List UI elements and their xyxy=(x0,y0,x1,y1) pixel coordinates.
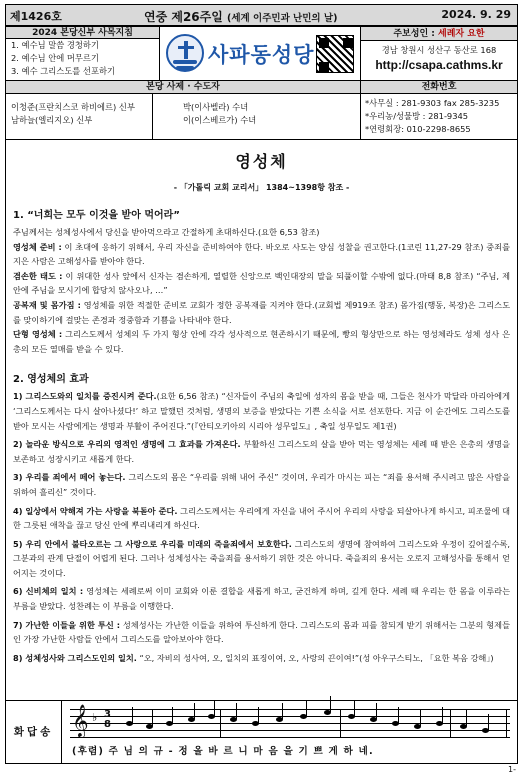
paragraph-lead: 4) 일상에서 약해져 가는 사랑을 북돋아 준다. xyxy=(13,505,178,516)
paragraph xyxy=(13,269,510,298)
sister-name: 이(이스베르가) 수녀 xyxy=(183,115,257,125)
note-stem xyxy=(132,707,133,723)
phone-entry: *사무실 : 281-9303 fax 285-3235 xyxy=(365,98,500,108)
paragraph-lead: 2) 놀라운 방식으로 우리의 영적인 생명에 그 효과를 가져온다. xyxy=(13,439,241,450)
note-stem xyxy=(488,714,489,730)
vision-item: 3. 예수 그리스도를 선포하기 xyxy=(11,66,115,76)
bar-line xyxy=(340,709,341,737)
paragraph xyxy=(13,470,510,499)
note-stem xyxy=(214,700,215,716)
note-stem xyxy=(172,707,173,723)
section-heading: 2. 영성체의 효과 xyxy=(13,374,89,386)
note-stem xyxy=(330,696,331,712)
paragraph-text: 영성체는 세례로써 이미 교회와 이룬 결합을 새롭게 하고, 굳건하게 하며, 깊게 한다. 세례 때 우리는 한 몸을 이루라는 부름을 받았다. 성찬례는 이 부름을 이행한다. xyxy=(13,586,510,612)
logo-box xyxy=(160,26,361,81)
paragraph-lead: 영성체 준비 : xyxy=(13,241,62,252)
time-signature xyxy=(104,710,111,730)
week-note: (세계 이주민과 난민의 날) xyxy=(227,13,338,24)
parish-website-link[interactable]: http://csapa.cathms.kr xyxy=(375,58,503,72)
psalm-label: 화답송 xyxy=(6,701,62,763)
parish-logo xyxy=(166,32,356,76)
psalm-lyrics: (후렴) 주 님 의 규 - 정 올 바 르 니 마 음 을 기 쁘 게 하 네. xyxy=(72,746,374,757)
vision-title: 2024 본당신부 사목지침 xyxy=(6,27,159,39)
paragraph xyxy=(13,240,510,269)
paragraph-text: (요한 6,56 참조) “신자들이 주님의 축일에 성자의 몸을 받을 때, 그들은 천사가 막달라 마리아에게 ‘그리스도께서는 다시 살아나셨다!’ 하고 말했던 것처럼, 생명의 보증을 받았다는 기쁜 소식을 서로 선포한다. 지금 이 순간에도 그리스도를 받아 모시는 사람에게는 생명과 부활이 주어진다.”(『안티오키아의 시리아 성무일도』, 축일 성무일도 제1권) xyxy=(13,391,510,431)
note-stem xyxy=(420,710,421,726)
paragraph-text: 영성체를 위한 적절한 준비로 교회가 정한 공복재를 지켜야 한다.(교회법 제919조 참조) 몸가짐(행동, 복장)은 그리스도를 맞이하기에 걸맞는 존경과 정중함과 기쁨을 나타내야 한다. xyxy=(13,299,510,325)
paragraph-lead: 공복재 및 몸가짐 : xyxy=(13,299,81,310)
paragraph-lead: 1) 그리스도와의 일치를 증진시켜 준다. xyxy=(13,391,157,402)
bar-line xyxy=(450,709,451,737)
article-subtitle: - 「가톨릭 교회 교리서」 1384~1398항 참조 - xyxy=(173,183,350,192)
music-staff xyxy=(70,704,510,739)
priest-name: 남하늘(엘리지오) 신부 xyxy=(11,115,93,125)
flat-sign-icon: ♭ xyxy=(92,711,98,724)
paragraph xyxy=(13,298,510,327)
page-number: 1- xyxy=(508,765,516,774)
paragraph-lead: 단형 영성체 : xyxy=(13,329,63,340)
paragraph-lead: 3) 우리를 죄에서 떼어 놓는다. xyxy=(13,472,126,483)
time-sig-bottom: 8 xyxy=(104,719,111,730)
note-stem xyxy=(152,710,153,726)
staff-header: 본당 사제 · 수도자 xyxy=(5,81,361,94)
bulletin-page xyxy=(5,4,518,774)
bar-line xyxy=(220,709,221,737)
liturgical-week xyxy=(144,8,337,25)
paragraph-text: 부활하신 그리스도의 살을 받아 먹는 영성체는 세례 때 받은 은총의 생명을 보존하고 성장시키고 새롭게 한다. xyxy=(13,439,510,464)
article xyxy=(5,140,518,700)
issue-number: 제1426호 xyxy=(10,10,62,23)
note-stem xyxy=(398,707,399,723)
week-title: 연중 제26주일 xyxy=(144,10,223,24)
paragraph xyxy=(13,504,510,533)
note-stem xyxy=(236,703,237,719)
treble-clef-icon: 𝄞 xyxy=(72,704,89,737)
phone-entry: *우리농/성물방 : 281-9345 xyxy=(365,111,469,121)
qr-code-icon[interactable] xyxy=(316,35,354,73)
note-stem xyxy=(282,703,283,719)
article-title: 영성체 xyxy=(235,152,288,171)
note-stem xyxy=(354,700,355,716)
sister-name: 박(이사벨라) 수녀 xyxy=(183,102,249,112)
patron-box xyxy=(361,26,518,81)
paragraph xyxy=(13,327,510,356)
paragraph xyxy=(13,437,510,466)
note-stem xyxy=(442,707,443,723)
paragraph xyxy=(13,584,510,613)
paragraph-text: 그리스도의 몸은 “우리를 위해 내어 주신” 것이며, 우리가 마시는 피는 “죄를 용서해 주시려고 많은 사람을 위하여 흘리신” 것이다. xyxy=(13,472,510,497)
note-stem xyxy=(194,703,195,719)
responsorial-psalm-box xyxy=(5,700,518,764)
parish-address: 경남 창원시 성산구 동산로 168 xyxy=(381,45,497,55)
paragraph-lead: 겸손한 태도 : xyxy=(13,270,63,281)
paragraph-lead: 5) 우리 안에서 불타오르는 그 사랑으로 우리를 미래의 죽을죄에서 보호한다. xyxy=(13,538,292,549)
parish-name: 사파동성당 xyxy=(208,43,315,67)
issue-date: 2024. 9. 29 xyxy=(441,8,511,21)
patron-saint-title xyxy=(361,27,517,41)
priest-list xyxy=(5,94,153,140)
paragraph xyxy=(13,389,510,433)
paragraph-lead: 8) 성체성사와 그리스도인의 일치. xyxy=(13,652,137,663)
paragraph-text: 성체성사는 가난한 이들을 위하여 투신하게 한다. 그리스도의 몸과 피를 참되게 받기 위해서는 그분의 형제들인 가장 가난한 사람들 안에서 그리스도를 알아보아야 한다. xyxy=(13,619,511,645)
phone-list xyxy=(361,94,518,140)
paragraph xyxy=(13,651,510,666)
section-intro: 주님께서는 성체성사에서 당신을 받아먹으라고 간절하게 초대하신다.(요한 6,53 참조) xyxy=(13,227,320,237)
pastoral-vision-box xyxy=(5,26,160,81)
paragraph xyxy=(13,537,510,581)
vision-item: 1. 예수님 말씀 경청하기 xyxy=(11,40,99,50)
paragraph-text: 그리스도의 생명에 참여하여 그리스도와 우정이 깊어질수록, 그분과의 관계 단절이 어렵게 된다. 그러나 성체성사는 죽을죄를 용서하기 위한 것은 아니다. 죽을죄의 용서는 오로지 고해성사를 통해서 얻어지는 것이다. xyxy=(13,538,510,578)
top-bar xyxy=(5,4,518,26)
church-emblem-icon xyxy=(166,34,204,72)
paragraph-text: 그리스도께서 성체의 두 가지 형상 안에 각각 성사적으로 현존하시기 때문에, 빵의 형상만으로 하는 영성체라도 성체 성사 은총의 모든 열매를 받을 수 있다. xyxy=(13,329,510,354)
paragraph-lead: 6) 신비체의 일치 : xyxy=(13,586,84,597)
priest-name: 이청준(프란치스코 하비에르) 신부 xyxy=(11,102,135,112)
paragraph-text: 이 위대한 성사 앞에서 신자는 겸손하게, 열렬한 신앙으로 백인대장의 말을 되풀이할 수밖에 없다.(마태 8,8 참조) “주님, 제 안에 주님을 모시기에 합당치 않사오나, …” xyxy=(13,270,510,296)
patron-name: 세례자 요한 xyxy=(438,29,485,39)
paragraph-lead: 7) 가난한 이들을 위한 투신 : xyxy=(13,619,121,630)
paragraph-text: 이 초대에 응하기 위해서, 우리 자신을 준비하여야 한다. 바오로 사도는 양심 성찰을 권고한다.(1코린 11,27-29 참조) 중죄를 지은 사람은 고해성사를 받아야 한다. xyxy=(13,241,510,267)
sister-list xyxy=(153,94,361,140)
bar-line xyxy=(506,709,507,737)
paragraph xyxy=(13,618,510,647)
note-stem xyxy=(306,700,307,716)
section-heading: 1. “너희는 모두 이것을 받아 먹어라” xyxy=(13,210,180,221)
phone-header: 전화번호 xyxy=(361,81,518,94)
time-sig-top: 3 xyxy=(104,709,111,720)
note-stem xyxy=(466,710,467,726)
note-stem xyxy=(258,707,259,723)
paragraph-text: “오, 자비의 성사여, 오, 일치의 표징이여, 오, 사랑의 끈이여!”(성 아우구스티노, 「요한 복음 강해」) xyxy=(136,652,494,663)
vision-item: 2. 예수님 안에 머무르기 xyxy=(11,53,99,63)
patron-prefix: 주보성인 : xyxy=(393,29,439,39)
phone-entry: *연령회장: 010-2298-8655 xyxy=(365,124,471,134)
paragraph-text: 그리스도께서는 우리에게 자신을 내어 주시어 우리의 사랑을 되살아나게 하시고, 피조물에 대한 그릇된 애착을 끊고 당신 안에 뿌리내리게 하신다. xyxy=(13,505,510,531)
note-stem xyxy=(376,703,377,719)
